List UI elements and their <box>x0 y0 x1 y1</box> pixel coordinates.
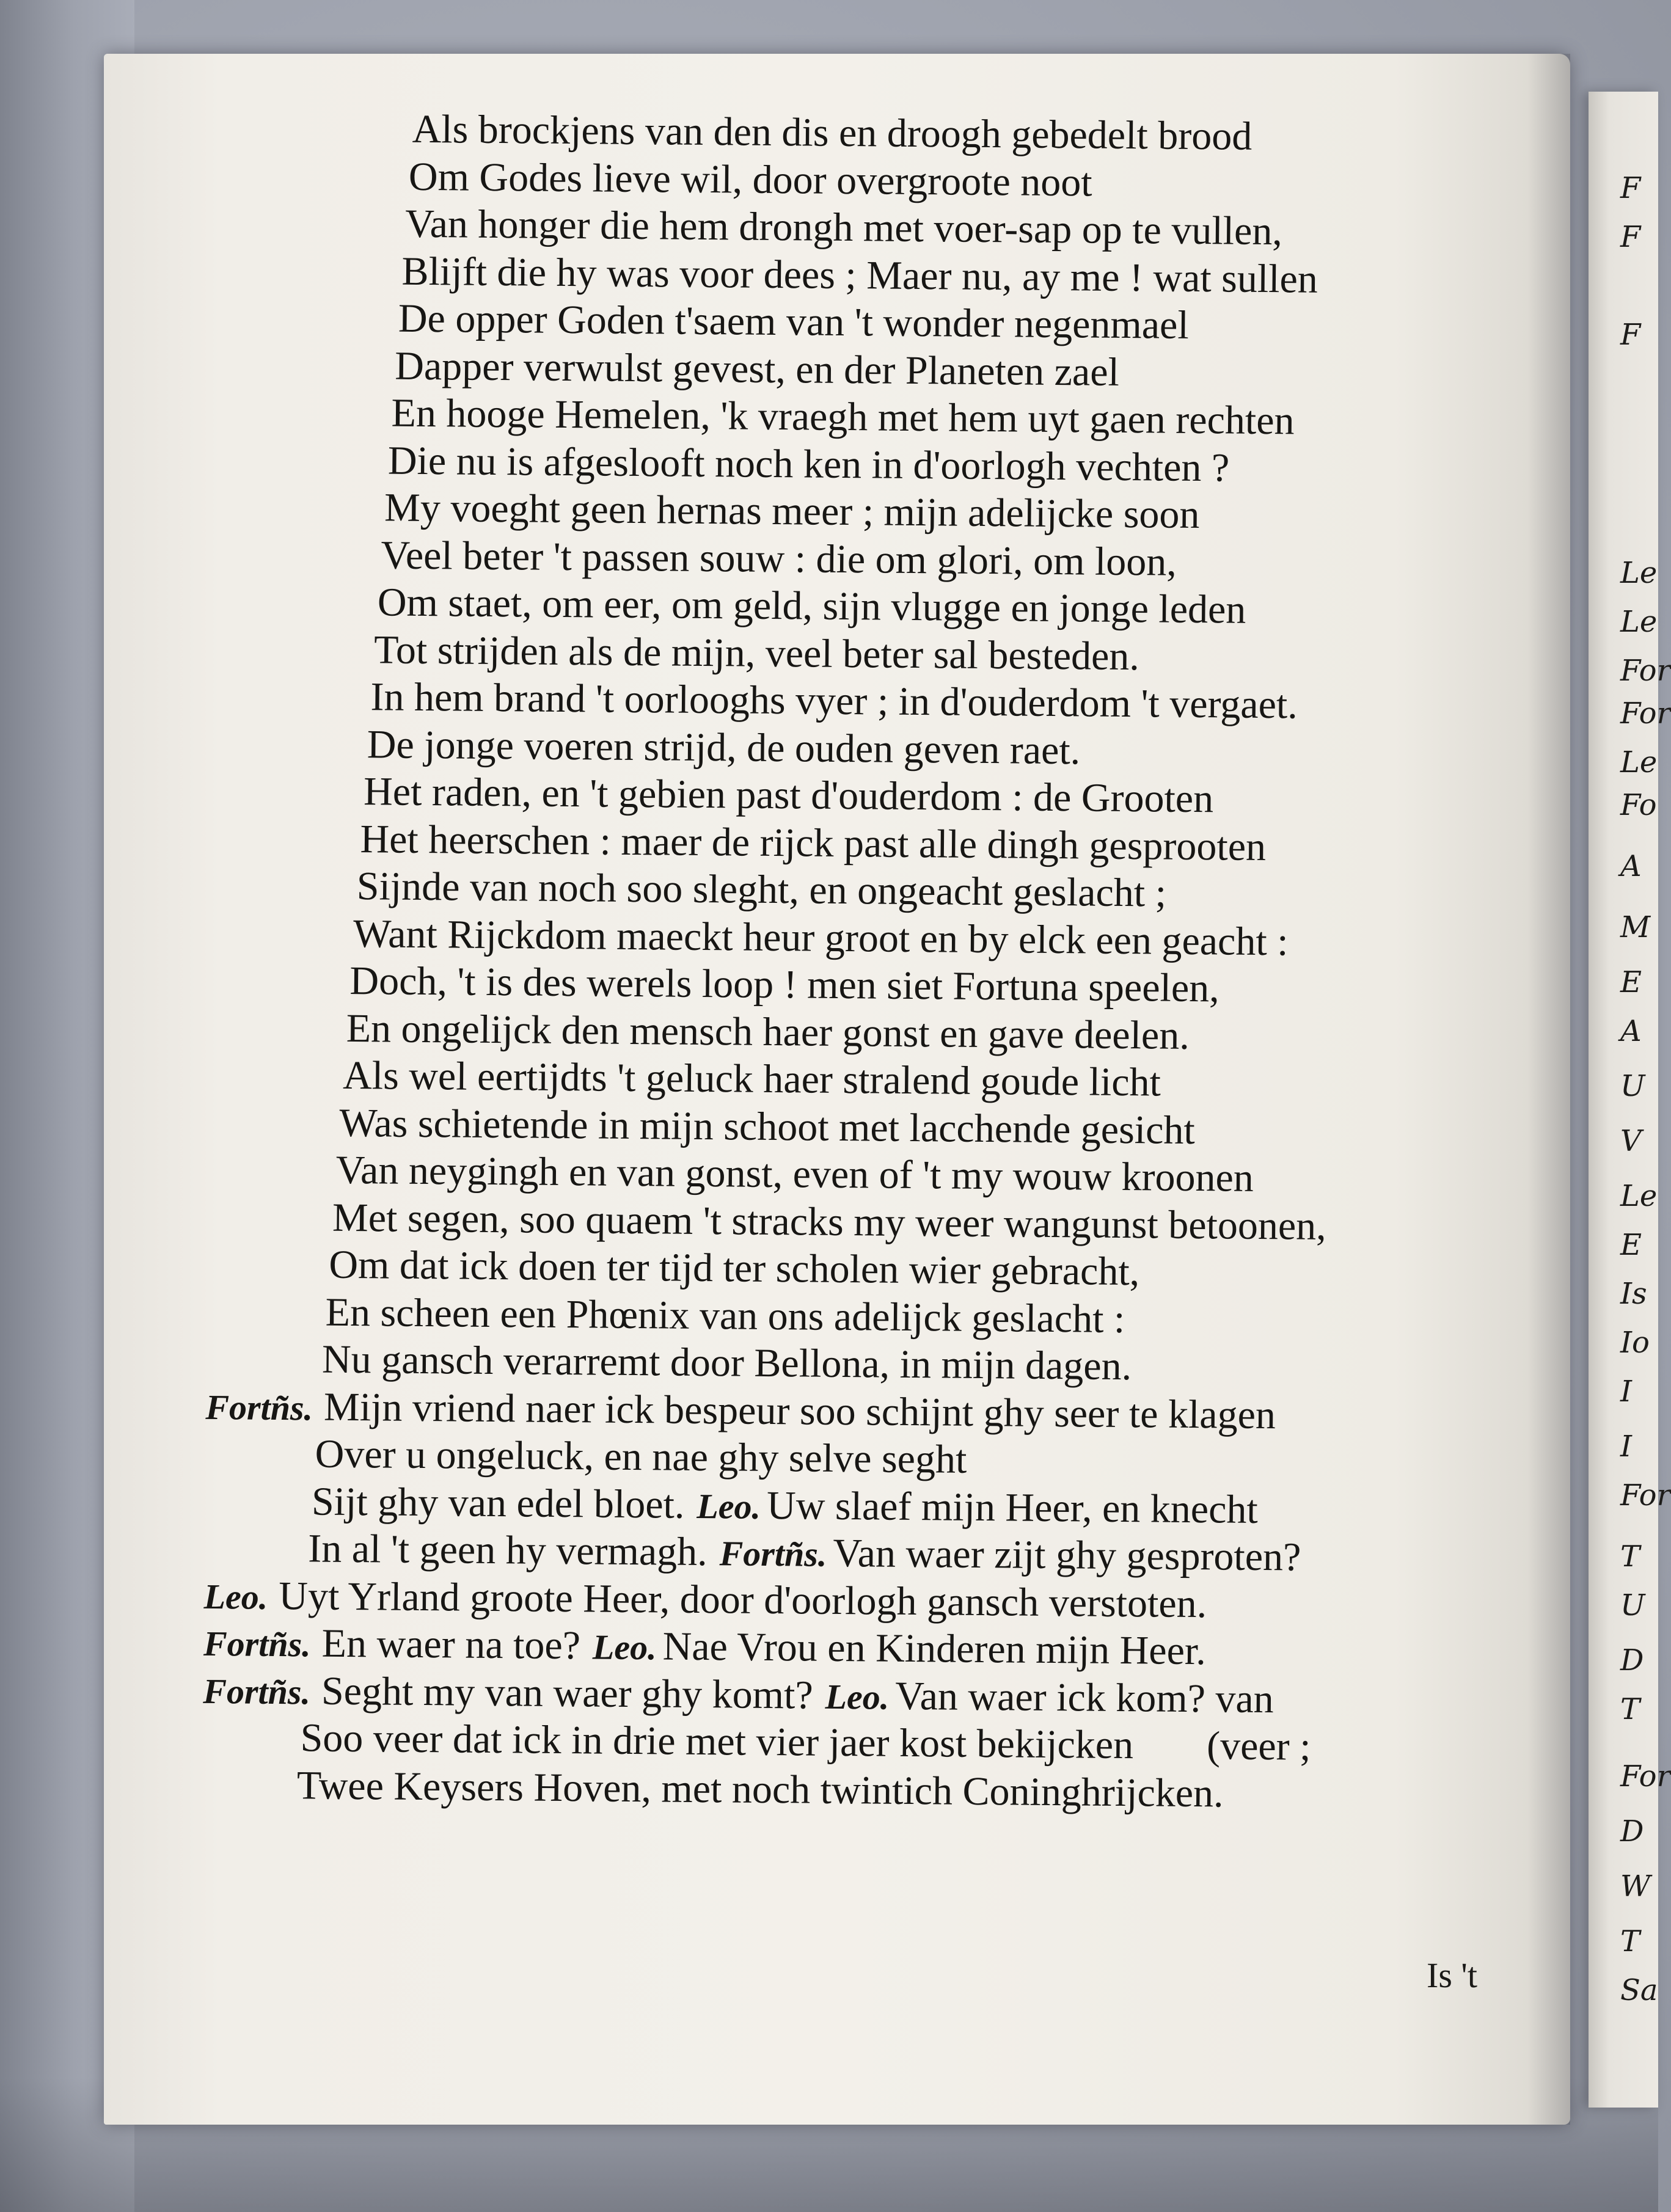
verse-text: Om staet, om eer, om geld, sijn vlugge en jonge leden <box>377 580 1246 632</box>
verse-text: Sijnde van noch soo sleght, en ongeacht geslacht ; <box>356 864 1167 916</box>
facing-page-glyph: For <box>1620 696 1671 731</box>
speaker-label: Leo. <box>203 1576 268 1617</box>
verse-text: En ongelijck den mensch haer gonst en gave deelen. <box>346 1006 1190 1058</box>
facing-page-glyph: U <box>1620 1588 1645 1622</box>
verse-text: Om dat ick doen ter tijd ter scholen wier gebracht, <box>329 1242 1140 1294</box>
verse-text: De jonge voeren strijd, de ouden geven raet. <box>367 721 1081 773</box>
verse-text: De opper Goden t'saem van 't wonder negenmael <box>398 296 1190 348</box>
verse-text: Dapper verwulst gevest, en der Planeten zael <box>394 343 1120 395</box>
facing-page-glyph: T <box>1620 1924 1640 1958</box>
facing-page-glyph: T <box>1620 1539 1640 1574</box>
facing-page-glyph: Is <box>1620 1277 1647 1311</box>
facing-page-glyph: Io <box>1620 1326 1650 1360</box>
facing-page-glyph: U <box>1620 1069 1645 1103</box>
verse-text-continued: Nae Vrou en Kinderen mijn Heer. <box>662 1624 1207 1674</box>
facing-page-glyph: M <box>1620 910 1651 944</box>
facing-page-glyph: F <box>1620 318 1641 352</box>
verse-text: Uyt Yrland groote Heer, door d'oorlogh gansch verstoten. <box>279 1573 1207 1626</box>
verse-text: Was schietende in mijn schoot met lacchende gesicht <box>339 1100 1196 1153</box>
facing-page-glyph: V <box>1620 1124 1642 1158</box>
verse-text-continued: Van waer ick kom? van <box>895 1673 1274 1721</box>
verse-text: Mijn vriend naer ick bespeur soo schijnt ghy seer te klagen <box>323 1384 1276 1437</box>
facing-page-glyph: Sa <box>1620 1973 1658 2007</box>
facing-page-glyph: Le <box>1620 556 1658 590</box>
verse-text: En hooge Hemelen, 'k vraegh met hem uyt gaen rechten <box>391 390 1295 443</box>
verse-text: Als brockjens van den dis en droogh gebedelt brood <box>412 106 1252 159</box>
verse-text: Want Rijckdom maeckt heur groot en by elck een geacht : <box>353 911 1289 964</box>
speaker-label-inline: Leo. <box>592 1627 657 1668</box>
facing-page-glyph: For <box>1620 1759 1671 1794</box>
verse-text: Van honger die hem drongh met voer-sap op te vullen, <box>404 201 1283 254</box>
speaker-label: Fortñs. <box>203 1623 311 1665</box>
verse-text: Het heerschen : maer de rijck past alle dingh gesprooten <box>360 816 1267 869</box>
verse-text: En scheen een Phœnix van ons adelijck geslacht : <box>325 1290 1125 1341</box>
facing-page-glyph: W <box>1620 1869 1651 1904</box>
facing-page-glyph: Le <box>1620 605 1658 639</box>
runover-text: (veer ; <box>1206 1723 1311 1769</box>
verse-text: Twee Keysers Hoven, met noch twintich Coninghrijcken. <box>296 1762 1224 1816</box>
verse-text: Veel beter 't passen souw : die om glori, om loon, <box>381 532 1177 585</box>
verse-text: Sijt ghy van edel bloet. <box>311 1478 685 1527</box>
verse-text: Soo veer dat ick in drie met vier jaer kost bekijcken <box>300 1715 1134 1768</box>
verse-text: Doch, 't is des werels loop ! men siet Fortuna speelen, <box>349 958 1220 1011</box>
speaker-label: Fortñs. <box>205 1387 313 1428</box>
facing-page-glyph: Le <box>1620 1179 1658 1213</box>
facing-page-glyph: E <box>1620 1228 1642 1262</box>
speaker-label-inline: Leo. <box>697 1486 761 1527</box>
verse-text: Over u ongeluck, en nae ghy selve seght <box>315 1431 967 1482</box>
facing-page-glyph: For <box>1620 1478 1671 1513</box>
facing-page-edge <box>1589 92 1671 2108</box>
speaker-label-inline: Fortñs. <box>719 1533 827 1574</box>
verse-text-continued: Uw slaef mijn Heer, en knecht <box>766 1483 1259 1532</box>
verse-text-continued: Van waer zijt ghy gesproten? <box>833 1530 1301 1580</box>
catchword: Is 't <box>1427 1955 1477 1995</box>
facing-page-glyph: E <box>1620 965 1642 999</box>
facing-page-glyph: I <box>1620 1374 1632 1409</box>
verse-text: Die nu is afgeslooft noch ken in d'oorlogh vechten ? <box>387 437 1230 490</box>
verse-text: My voeght geen hernas meer ; mijn adelijcke soon <box>384 485 1200 538</box>
verse-text: Als wel eertijdts 't geluck haer stralend goude licht <box>342 1053 1161 1105</box>
verse-text: Het raden, en 't gebien past d'ouderdom : de Grooten <box>363 769 1214 822</box>
facing-page-glyph: Fo <box>1620 788 1657 822</box>
verse-text: En waer na toe? <box>321 1621 581 1668</box>
facing-page-glyph: For <box>1620 654 1671 688</box>
facing-page-glyph: Le <box>1620 745 1658 779</box>
verse-text: In al 't geen hy vermagh. <box>308 1526 708 1575</box>
facing-page-glyph: D <box>1620 1814 1644 1849</box>
facing-page-glyph: F <box>1620 171 1641 205</box>
facing-page-glyph: D <box>1620 1643 1644 1677</box>
facing-page-glyph: I <box>1620 1429 1632 1464</box>
facing-page-glyph: A <box>1620 849 1642 883</box>
facing-page-glyph: A <box>1620 1014 1642 1048</box>
verse-text: Met segen, soo quaem 't stracks my weer wangunst betoonen, <box>332 1195 1327 1249</box>
verse-text: Tot strijden als de mijn, veel beter sal besteden. <box>373 627 1140 679</box>
speaker-label-inline: Leo. <box>825 1676 890 1717</box>
facing-page-glyph: F <box>1620 220 1641 254</box>
verse-text-block <box>202 104 1561 1820</box>
verse-text: Van neygingh en van gonst, even of 't my wouw kroonen <box>335 1147 1254 1200</box>
verse-text: In hem brand 't oorlooghs vyer ; in d'ouderdom 't vergaet. <box>370 674 1298 728</box>
verse-text: Nu gansch verarremt door Bellona, in mijn dagen. <box>321 1337 1132 1389</box>
verse-text: Seght my van waer ghy komt? <box>321 1668 814 1718</box>
facing-page-glyph: T <box>1620 1692 1640 1726</box>
speaker-label: Fortñs. <box>203 1671 311 1712</box>
verse-text: Om Godes lieve wil, door overgroote noot <box>408 154 1093 205</box>
verse-text: Blijft die hy was voor dees ; Maer nu, ay me ! wat sullen <box>401 249 1318 302</box>
